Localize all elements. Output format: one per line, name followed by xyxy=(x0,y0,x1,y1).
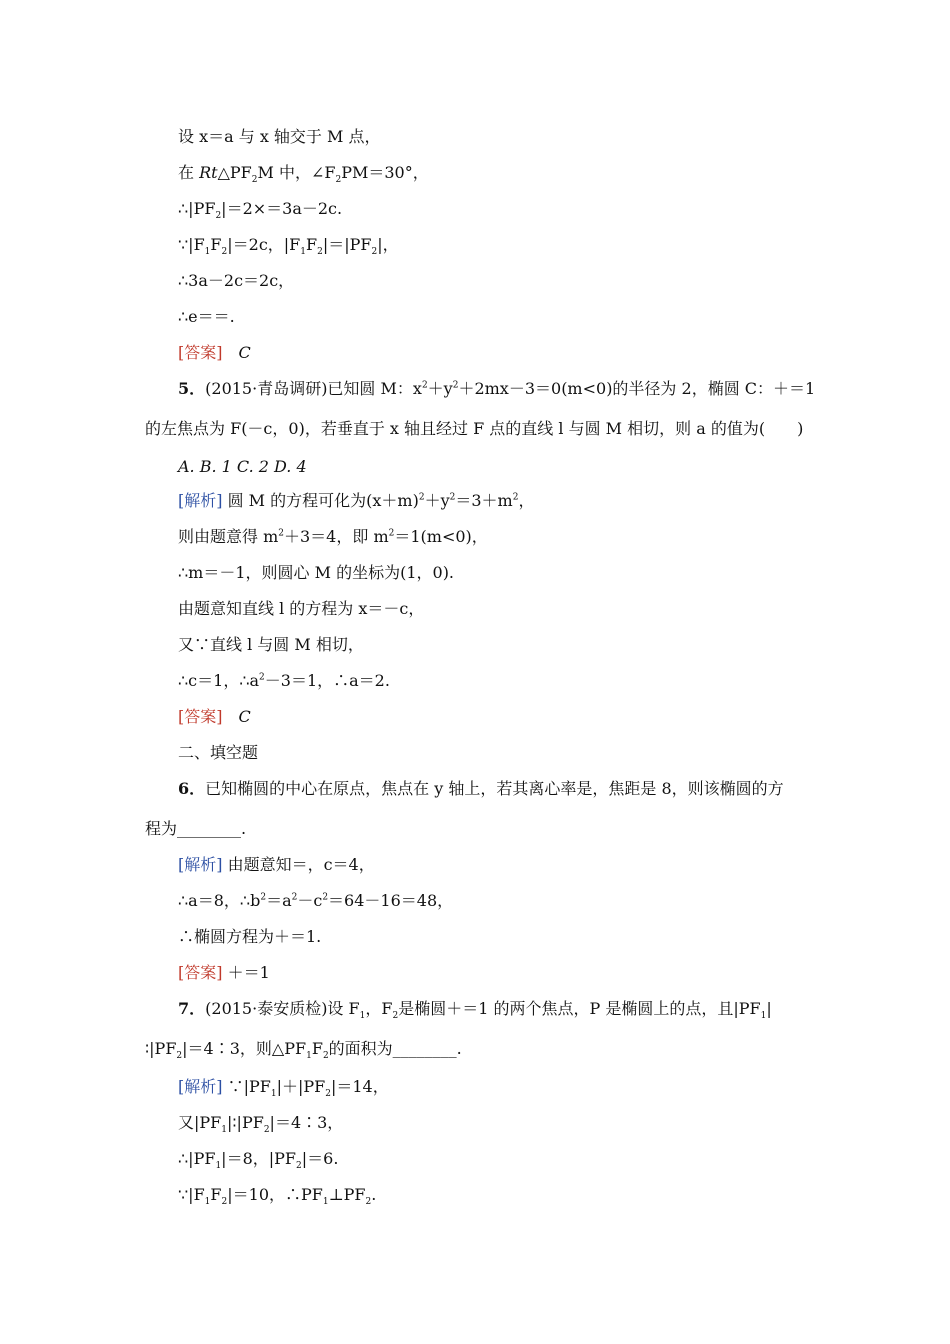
analysis-tag: [解析] xyxy=(178,1077,223,1096)
solution-line: ∴m＝－1，则圆心 M 的坐标为(1，0). xyxy=(178,563,455,582)
section-heading: 二、填空题 xyxy=(178,743,259,762)
question-7: 7．(2015·泰安质检)设 $F_1$，$F_2$是椭圆＋＝1 的两个焦点，P 是椭圆上的点，且$|PF_1|$ xyxy=(178,999,772,1022)
answer-tag: [答案] xyxy=(178,963,223,982)
solution-line: 又∵直线 l 与圆 M 相切， xyxy=(178,635,364,654)
question-5: 5．(2015·青岛调研)已知圆 M：$x^2+y^2+2mx-3=0(m<0)$的半径为 2，椭圆 C：＋＝1 xyxy=(178,379,816,398)
analysis-line: [解析] $\because|PF_1|+|PF_2|=14$， xyxy=(178,1077,389,1100)
solution-line: 在 $Rt\triangle PF_2M$ 中，$\angle F_2PM=30^\circ$， xyxy=(178,163,429,186)
solution-line: $\therefore|PF_1|=8$，$|PF_2|=6$. xyxy=(178,1149,339,1172)
analysis-line: [解析] 圆 M 的方程可化为$(x+m)^2+y^2=3+m^2$， xyxy=(178,491,535,510)
solution-line: 设 x＝a 与 x 轴交于 M 点， xyxy=(178,127,381,146)
answer-line xyxy=(178,962,270,984)
solution-line: ∴a＝8，$\therefore b^2=a^2-c^2=64-16=48$， xyxy=(178,891,454,910)
solution-line: 由题意知直线 l 的方程为 x＝－c， xyxy=(178,599,425,618)
solution-line: $\therefore|PF_2|=2\times=3a-2c$. xyxy=(178,199,343,222)
question-5-options: A. B. 1 C. 2 D. 4 xyxy=(178,457,307,476)
analysis-line: [解析] 由题意知＝，c＝4， xyxy=(178,855,375,874)
solution-line: ∴e＝＝. xyxy=(178,307,235,326)
answer-value: C xyxy=(238,343,251,362)
answer-tag: [答案] xyxy=(178,707,223,726)
answer-line xyxy=(178,706,251,728)
answer-line xyxy=(178,342,251,364)
solution-line: $\because|F_1F_2|=10$，$\therefore PF_1\perp PF_2$. xyxy=(178,1185,377,1208)
answer-value: C xyxy=(238,707,251,726)
answer-tag: [答案] xyxy=(178,343,223,362)
question-6: 6．已知椭圆的中心在原点，焦点在 y 轴上，若其离心率是，焦距是 8，则该椭圆的方 xyxy=(178,779,784,798)
solution-line: 又$|PF_1|∶|PF_2|=4∶3$， xyxy=(178,1113,344,1136)
analysis-tag: [解析] xyxy=(178,855,223,874)
solution-line: $\because|F_1F_2|=2c$，$|F_1F_2|=|PF_2|$， xyxy=(178,235,399,258)
question-5-continued: 的左焦点为 F(－c，0)，若垂直于 x 轴且经过 F 点的直线 l 与圆 M 相切，则 a 的值为( ) xyxy=(145,419,804,438)
analysis-tag: [解析] xyxy=(178,491,223,510)
solution-line: 则由题意得 $m^2+3=4$，即 $m^2=1(m<0)$， xyxy=(178,527,488,546)
solution-line: ∴c＝1，$\therefore a^2-3=1$，∴a＝2. xyxy=(178,671,390,690)
question-7-continued: $∶|PF_2|=4∶3$，则$\triangle PF_1F_2$的面积为________. xyxy=(145,1039,462,1062)
solution-line: ∴3a－2c＝2c， xyxy=(178,271,295,290)
solution-line: ∴椭圆方程为＋＝1. xyxy=(178,927,322,946)
question-6-continued: 程为________. xyxy=(145,819,247,838)
answer-value: ＋＝1 xyxy=(222,963,270,982)
